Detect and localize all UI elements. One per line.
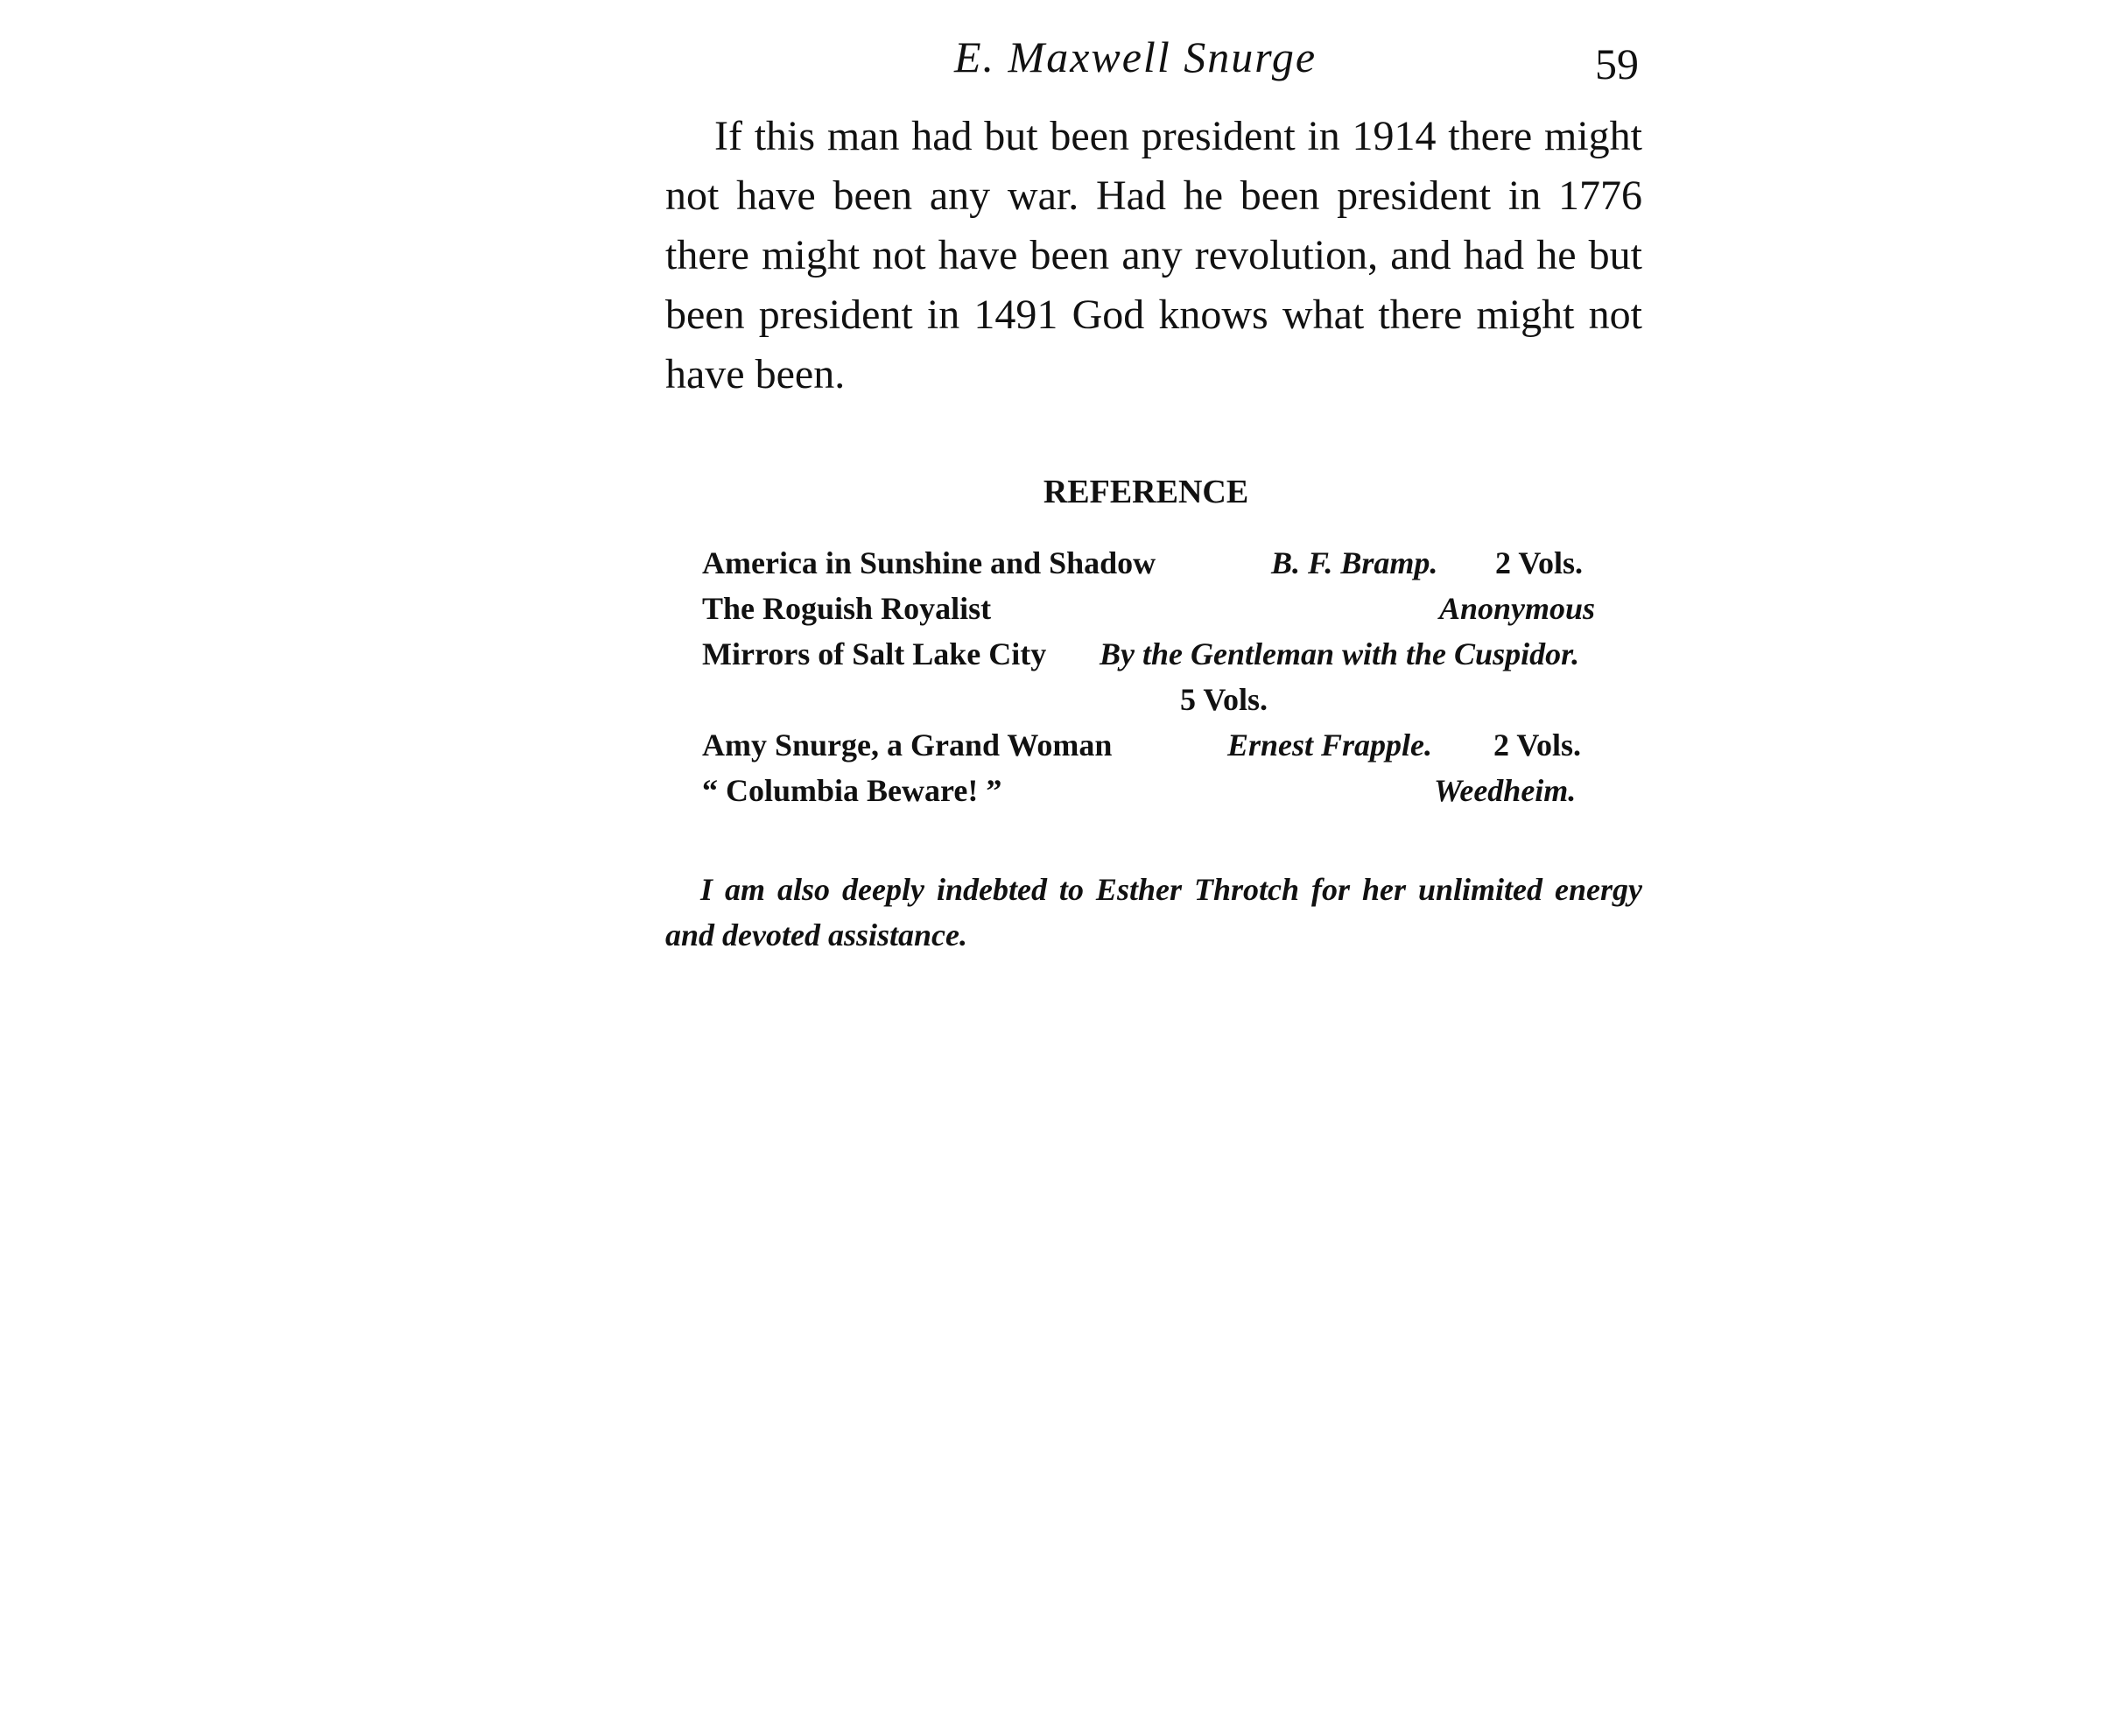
acknowledgement-note: I am also deeply indebted to Esther Throtch for her unlimited energy and devoted assistance. — [665, 872, 1642, 952]
reference-title: Amy Snurge, a Grand Woman — [702, 727, 1113, 763]
reference-volumes: 2 Vols. — [1495, 545, 1584, 580]
reference-entry — [702, 545, 1604, 590]
reference-entry — [702, 590, 1604, 636]
reference-title: “ Columbia Beware! ” — [702, 773, 1002, 808]
reference-volumes: 2 Vols. — [1493, 727, 1582, 763]
reference-author: Weedheim. — [1434, 773, 1577, 808]
reference-entry-continuation — [702, 681, 1604, 727]
reference-heading — [0, 473, 2115, 511]
reference-entry — [702, 727, 1604, 772]
reference-author: Anonymous — [1439, 591, 1596, 626]
body-paragraph: If this man had but been president in 1914 there might not have been any war. Had he been president in 1776 there might not have been any revolution, and had he but been president in 1491 God knows what there might not have been. — [665, 113, 1642, 397]
reference-title: Mirrors of Salt Lake City — [702, 636, 1047, 671]
reference-title: The Roguish Royalist — [702, 591, 992, 626]
reference-entry — [702, 772, 1604, 818]
reference-author: B. F. Bramp. — [1271, 545, 1438, 580]
reference-entry — [702, 636, 1604, 681]
reference-heading-label: REFERENCE — [1043, 474, 1249, 510]
reference-author: Ernest Frapple. — [1227, 727, 1433, 763]
page-number: 59 — [1595, 39, 1639, 88]
running-head-title: E. Maxwell Snurge — [954, 32, 1317, 81]
reference-author: By the Gentleman with the Cuspidor. — [1100, 636, 1580, 671]
reference-volumes: 5 Vols. — [1180, 682, 1268, 717]
reference-title: America in Sunshine and Shadow — [702, 545, 1156, 580]
